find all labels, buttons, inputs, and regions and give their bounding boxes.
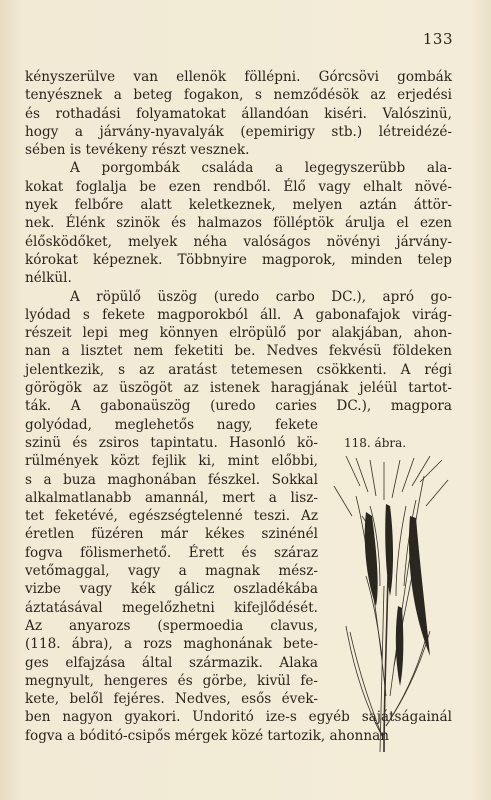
rye-ergot-illustration bbox=[326, 456, 454, 752]
text-line: élősködőket, melyek néha valóságos növényi járvány- bbox=[25, 233, 452, 250]
text-line: Az anyarozs (spermoedia clavus, bbox=[25, 617, 318, 634]
text-line: görögök az üszögöt az istenek haragjának jeléül tartot- bbox=[25, 380, 452, 397]
text-line: s a buza maghonában fészkel. Sokkal bbox=[25, 471, 318, 488]
text-line: tenyésznek a beteg fogakon, s nemződésök az erjedési bbox=[25, 87, 452, 104]
text-line: sében is tevékeny részt vesznek. bbox=[25, 142, 250, 159]
text-line: tet feketévé, egészségtelenné teszi. Az bbox=[25, 508, 318, 525]
text-line: éretlen füzéren már kékes szinénél bbox=[25, 526, 318, 543]
text-line: részeit lepi meg könnyen elröpülő por alakjában, ahon- bbox=[25, 325, 452, 342]
text-line: nan a lisztet nem feketiti be. Nedves fekvésü földeken bbox=[25, 343, 452, 360]
text-line: fogva a bóditó-csipős mérgek közé tartozik, ahonnan bbox=[25, 727, 389, 744]
text-line: rülmények közt fejlik ki, mint előbbi, bbox=[25, 453, 318, 470]
text-line: kokat foglalja be ezen rendből. Élő vagy elhalt növé- bbox=[25, 178, 452, 195]
text-line: alkalmatlanabb amannál, mert a lisz- bbox=[25, 489, 318, 506]
text-line: ges elfajzása által származik. Alaka bbox=[25, 654, 318, 671]
text-line: nek. Élénk szinök és halmazos fölléptök árulja el ezen bbox=[25, 215, 452, 232]
text-line: szinü és zsiros tapintatu. Hasonló kö- bbox=[25, 434, 318, 451]
text-line: (118. ábra), a rozs maghonának bete- bbox=[25, 636, 318, 653]
text-line: nyek felbőre alatt keletkeznek, melyen aztán áttör- bbox=[25, 197, 452, 214]
text-line: golyódad, meglehetős nagy, fekete bbox=[25, 416, 318, 433]
text-line: hogy a járvány-nyavalyák (epemirigy stb.) létreidézé- bbox=[25, 123, 452, 140]
text-line: ben nagyon gyakori. Undoritó ize-s egyéb sajátságainál bbox=[25, 709, 452, 726]
text-line: lyódad s fekete magporokból áll. A gabonafajok virág- bbox=[25, 306, 452, 323]
text-line: és rothadási folyamatokat állandóan kiséri. Valószinü, bbox=[25, 105, 452, 122]
text-line: jelentkezik, s az aratást tetemesen csökkenti. A régi bbox=[25, 361, 452, 378]
text-line: ták. A gabonaüszög (uredo caries DC.), magpora bbox=[25, 398, 452, 415]
text-line: kórokat képeznek. Többnyire magporok, minden telep bbox=[25, 251, 452, 268]
text-line: áztatásával megelőzhetni kifejlődését. bbox=[25, 599, 318, 616]
text-line: kete, belől fejéres. Nedves, esős évek- bbox=[25, 691, 318, 708]
text-line: vizbe vagy kék gálicz oszladékába bbox=[25, 581, 318, 598]
text-line: fogva fölismerhető. Érett és száraz bbox=[25, 544, 318, 561]
page-number: 133 bbox=[422, 30, 453, 48]
text-line: A röpülő üszög (uredo carbo DC.), apró go- bbox=[70, 288, 452, 305]
figure-caption: 118. ábra. bbox=[344, 436, 407, 450]
text-line: nélkül. bbox=[25, 270, 72, 287]
text-line: vetőmaggal, vagy a magnak mész- bbox=[25, 563, 318, 580]
text-line: A porgombák családa a legegyszerübb ala- bbox=[70, 160, 452, 177]
text-line: kényszerülve van ellenök föllépni. Górcsövi gombák bbox=[25, 69, 452, 85]
text-line: megnyult, hengeres és görbe, kivül fe- bbox=[25, 672, 318, 689]
